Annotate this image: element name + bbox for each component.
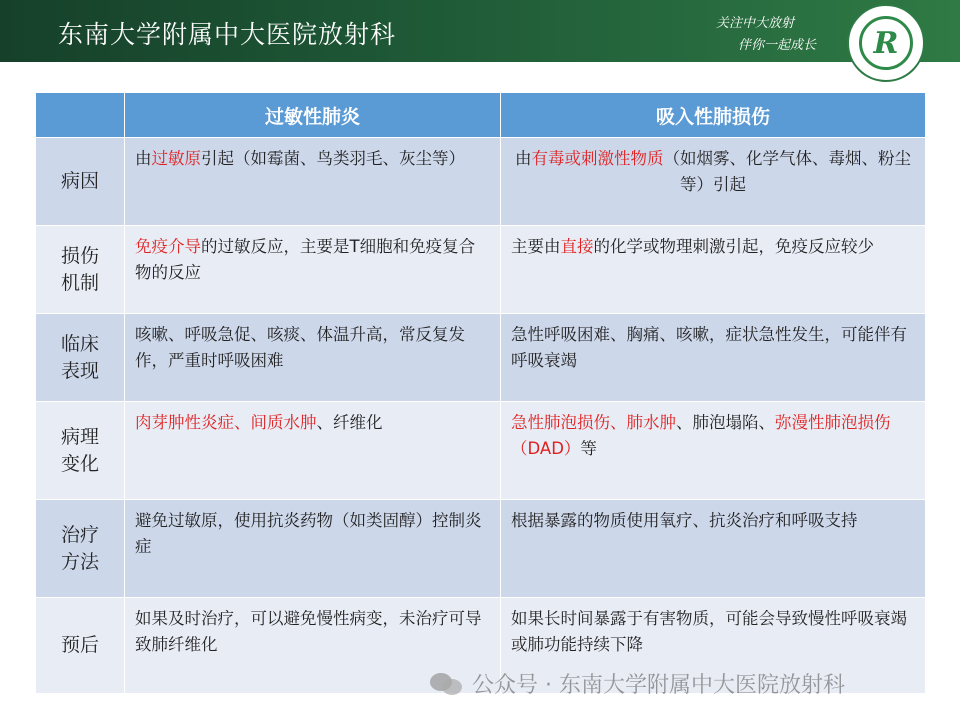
slogan-line-1: 关注中大放射 [716,16,795,31]
highlight-text: 过敏原 [151,149,201,168]
cell-text: 的过敏反应，主要是T细胞和免疫复合物的反应 [135,237,476,282]
slogan-line-2: 伴你一起成长 [738,38,817,53]
cell-inhalation [501,402,926,500]
header-inhalation-lung-injury: 吸入性肺损伤 [501,93,926,138]
row-label: 预后 [36,598,125,694]
cell-inhalation [501,500,926,598]
watermark-text: 公众号 · 东南大学附属中大医院放射科 [472,673,845,698]
cell-text: 避免过敏原，使用抗炎药物（如类固醇）控制炎症 [135,511,482,556]
table-row [36,500,926,598]
cell-text: 等 [580,438,597,458]
highlight-text: 直接 [560,237,594,256]
cell-hypersensitivity [125,226,501,314]
table-row [36,226,926,314]
table-header-row [36,93,926,138]
cell-hypersensitivity [125,314,501,402]
row-label: 治疗 方法 [36,500,125,598]
logo-letter: R [859,16,913,70]
cell-text: 由 [135,149,152,168]
cell-hypersensitivity [125,402,501,500]
row-label: 病理 变化 [36,402,125,500]
cell-text: 如果及时治疗，可以避免慢性病变，未治疗可导致肺纤维化 [135,609,482,654]
cell-text: 根据暴露的物质使用氧疗、抗炎治疗和呼吸支持 [511,511,858,530]
cell-text: 急性呼吸困难、胸痛、咳嗽，症状急性发生，可能伴有呼吸衰竭 [511,325,907,370]
highlight-text: 免疫介导 [135,237,201,256]
row-label: 临床 表现 [36,314,125,402]
cell-inhalation [501,138,926,226]
cell-text: 主要由 [511,237,561,256]
cell-text: 由 [515,149,532,168]
highlight-text: 弥漫性肺泡损伤（DAD） [511,413,891,458]
table-row [36,402,926,500]
page-title: 东南大学附属中大医院放射科 [58,20,397,49]
highlight-text: 有毒或刺激性物质 [531,149,664,168]
watermark [430,668,845,699]
table-row [36,138,926,226]
table-row [36,314,926,402]
hospital-logo-icon [847,4,925,82]
cell-text: 的化学或物理刺激引起，免疫反应较少 [593,237,874,256]
cell-hypersensitivity [125,500,501,598]
comparison-table [35,92,926,694]
cell-text: 、纤维化 [316,413,383,432]
header-blank [36,93,125,138]
cell-inhalation [501,226,926,314]
cell-text: （如烟雾、化学气体、毒烟、粉尘等）引起 [663,149,911,194]
highlight-text: 急性肺泡损伤、肺水肿 [511,413,676,432]
cell-inhalation [501,314,926,402]
cell-hypersensitivity [125,138,501,226]
cell-text: 、肺泡塌陷、 [676,413,775,432]
cell-text: 咳嗽、呼吸急促、咳痰、体温升高，常反复发作，严重时呼吸困难 [135,325,465,370]
row-label: 病因 [36,138,125,226]
wechat-icon [430,671,464,697]
cell-text: 引起（如霉菌、鸟类羽毛、灰尘等） [201,149,465,168]
highlight-text: 肉芽肿性炎症、间质水肿 [135,413,317,432]
row-label: 损伤 机制 [36,226,125,314]
header-banner [0,0,960,62]
cell-text: 如果长时间暴露于有害物质，可能会导致慢性呼吸衰竭或肺功能持续下降 [511,609,907,654]
header-hypersensitivity-pneumonitis: 过敏性肺炎 [125,93,501,138]
